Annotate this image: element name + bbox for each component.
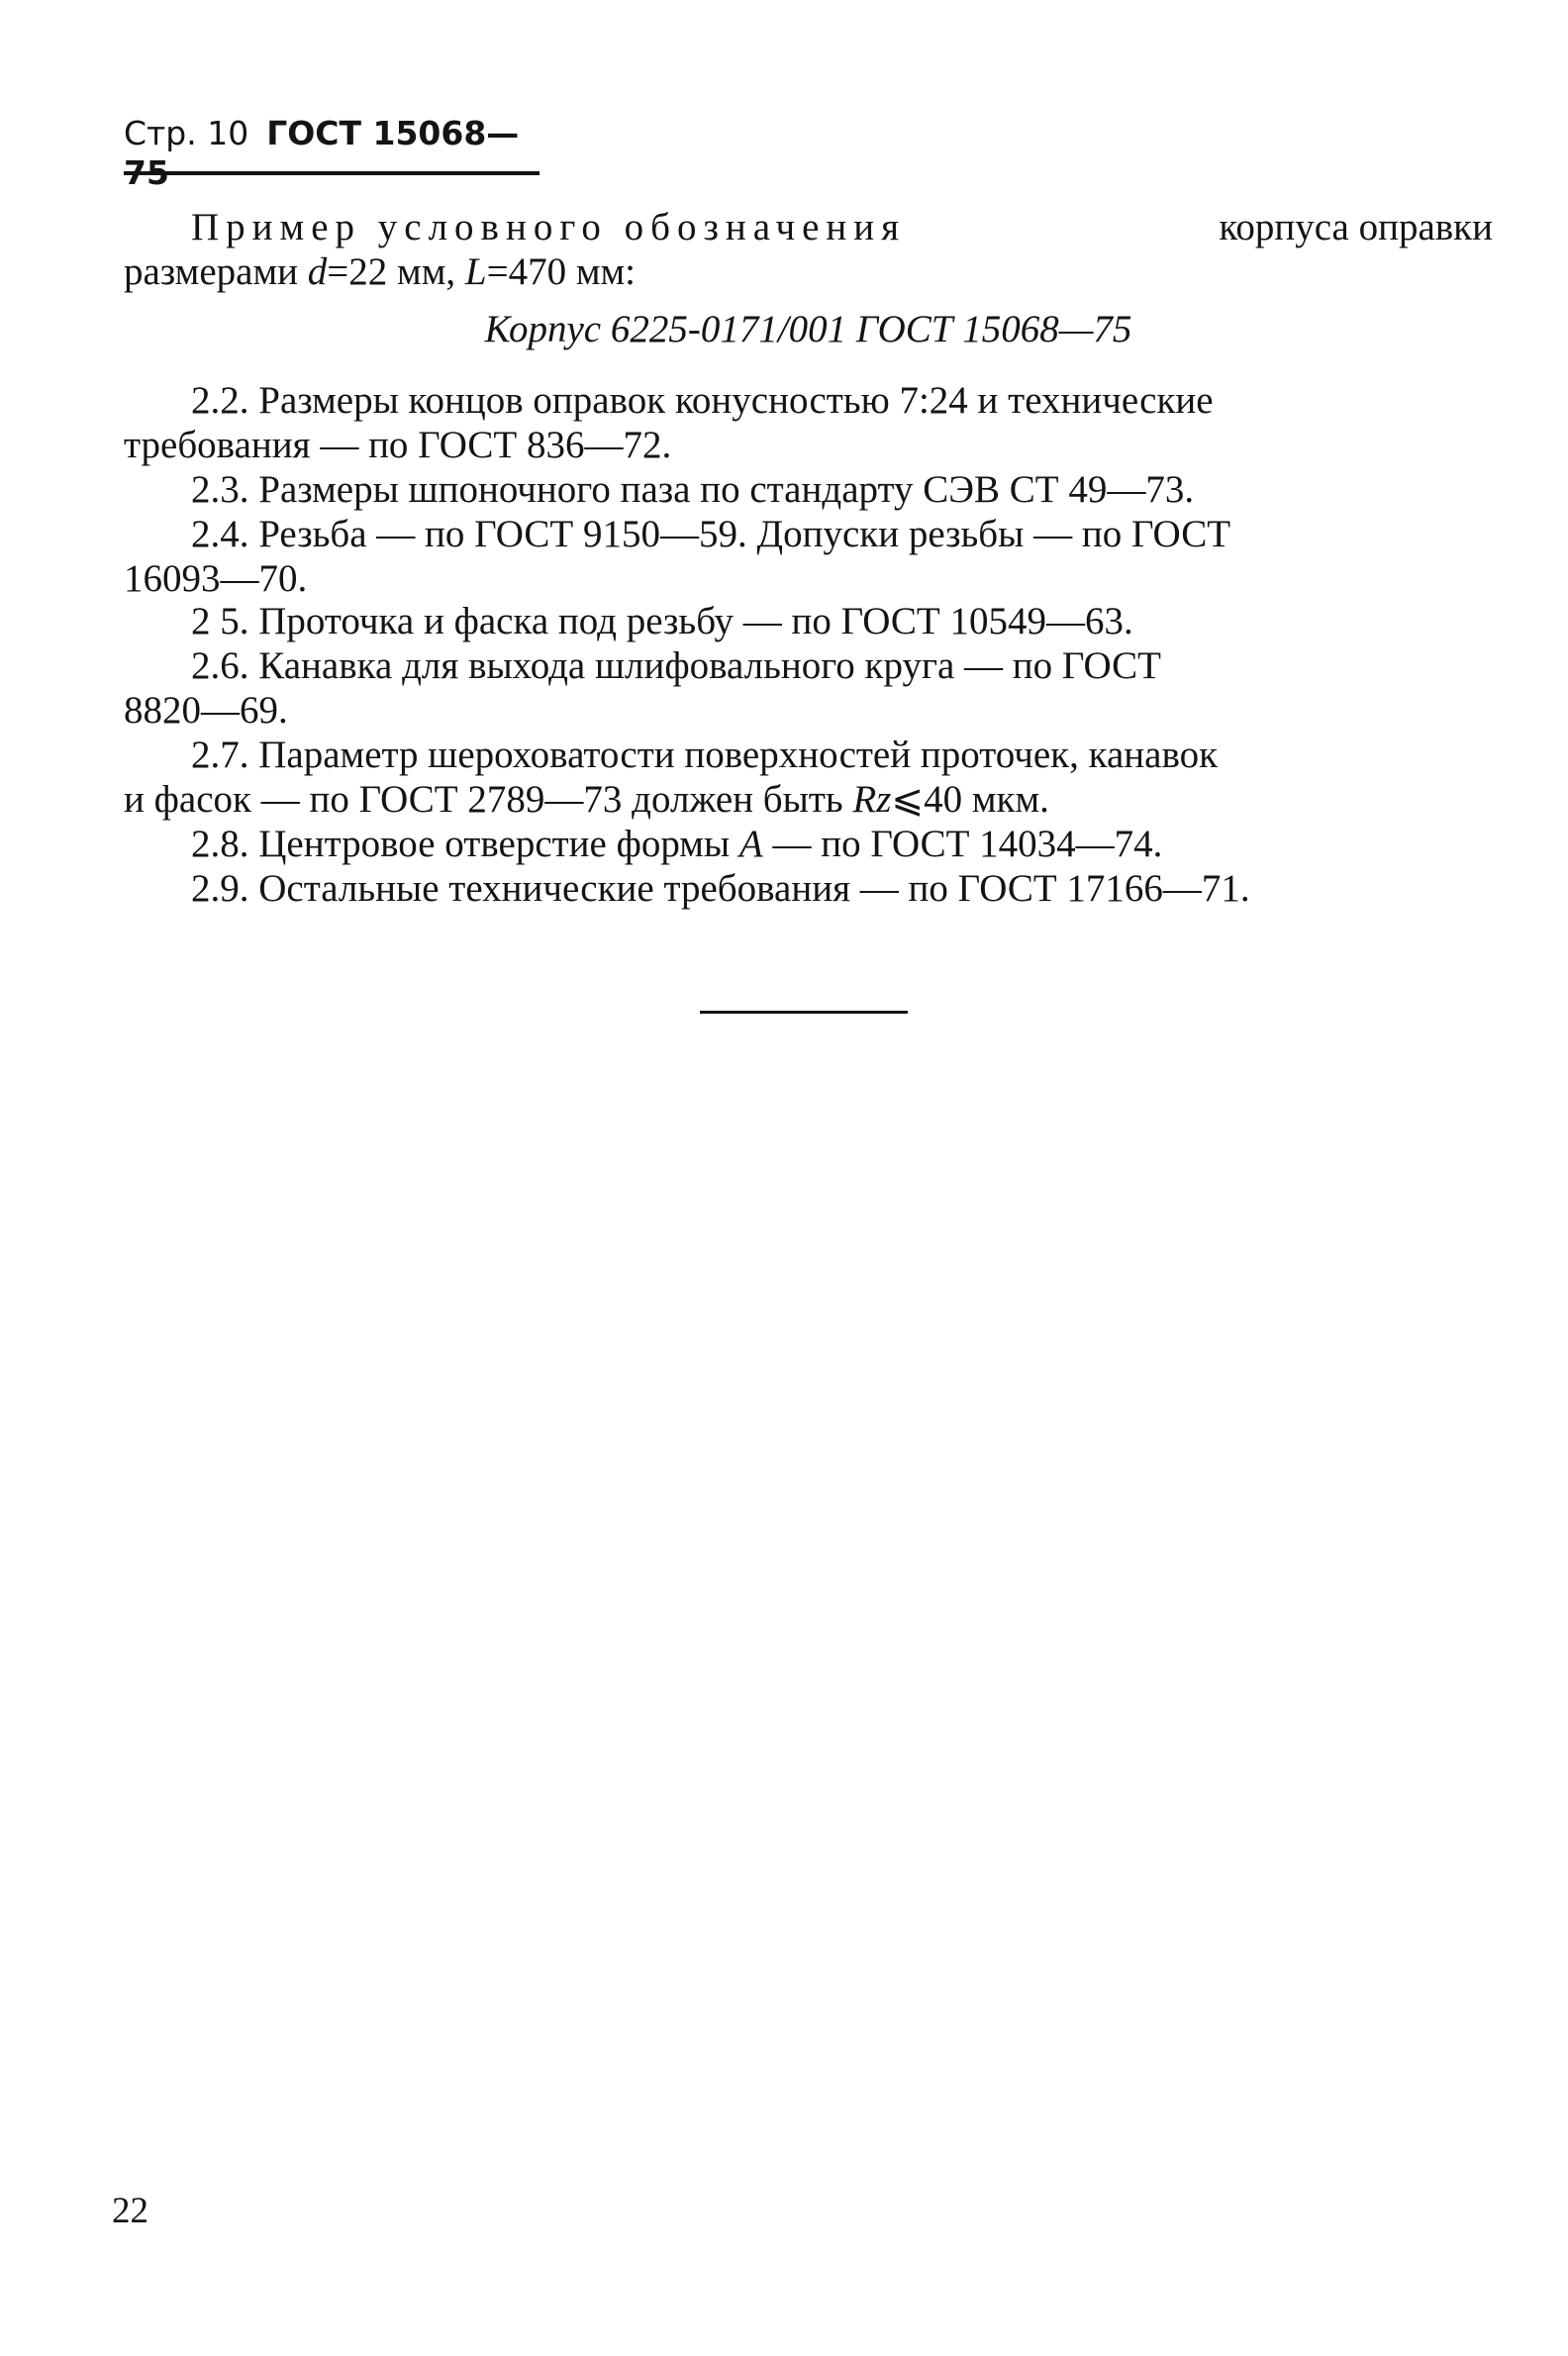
example-intro-rest: корпуса оправки xyxy=(1219,206,1493,248)
d-value: =22 мм, xyxy=(327,250,456,293)
rz-value: ⩽40 мкм. xyxy=(891,778,1049,821)
l-symbol: L xyxy=(464,250,487,293)
requirement-2-9: 2.9. Остальные технические требования — по ГОСТ 17166—71. xyxy=(191,867,1250,910)
d-symbol: d xyxy=(307,250,328,293)
requirement-2-6-line2: 8820—69. xyxy=(124,689,288,732)
l-value: =470 мм: xyxy=(486,250,637,293)
requirement-2-8-text: 2.8. Центровое отверстие формы xyxy=(191,823,731,865)
example-dimensions-label: размерами xyxy=(124,250,299,293)
example-dimensions-line xyxy=(124,249,1493,294)
requirement-2-4-line1: 2.4. Резьба — по ГОСТ 9150—59. Допуски резьбы — по ГОСТ xyxy=(191,513,1231,555)
requirement-2-8-reference: — по ГОСТ 14034—74. xyxy=(772,823,1163,865)
requirement-2-7-line2 xyxy=(124,777,1493,822)
requirement-2-5: 2 5. Проточка и фаска под резьбу — по ГОСТ 10549—63. xyxy=(191,600,1133,642)
page-header xyxy=(124,114,539,192)
form-a-symbol: А xyxy=(738,823,763,865)
header-page-label: Стр. 10 xyxy=(124,114,249,152)
requirement-2-3: 2.3. Размеры шпоночного паза по стандарту СЭВ СТ 49—73. xyxy=(191,468,1195,511)
footer-page-number: 22 xyxy=(112,2191,148,2231)
requirement-2-6-line1: 2.6. Канавка для выхода шлифовального круга — по ГОСТ xyxy=(191,644,1161,687)
example-designation: Корпус 6225-0171/001 ГОСТ 15068—75 xyxy=(484,308,1132,350)
requirement-2-4-line2: 16093—70. xyxy=(124,557,308,600)
requirement-2-7-text: и фасок — по ГОСТ 2789—73 должен быть xyxy=(124,778,843,821)
requirement-2-2-text: 2.2. Размеры концов оправок конусностью 7:24 и технические xyxy=(191,379,1214,422)
requirement-2-8 xyxy=(124,822,1560,866)
rz-symbol: Rz xyxy=(852,778,892,821)
end-divider xyxy=(700,1011,908,1014)
requirement-2-2-line1 xyxy=(124,378,1493,423)
example-intro-spaced: Пример условного обозначения xyxy=(191,206,907,248)
requirement-2-7-line1: 2.7. Параметр шероховатости поверхностей проточек, канавок xyxy=(191,734,1219,776)
example-intro-line xyxy=(124,205,1493,249)
header-standard-code: ГОСТ 15068—75 xyxy=(124,114,520,192)
requirement-2-2-line2: требования — по ГОСТ 836—72. xyxy=(124,424,672,466)
